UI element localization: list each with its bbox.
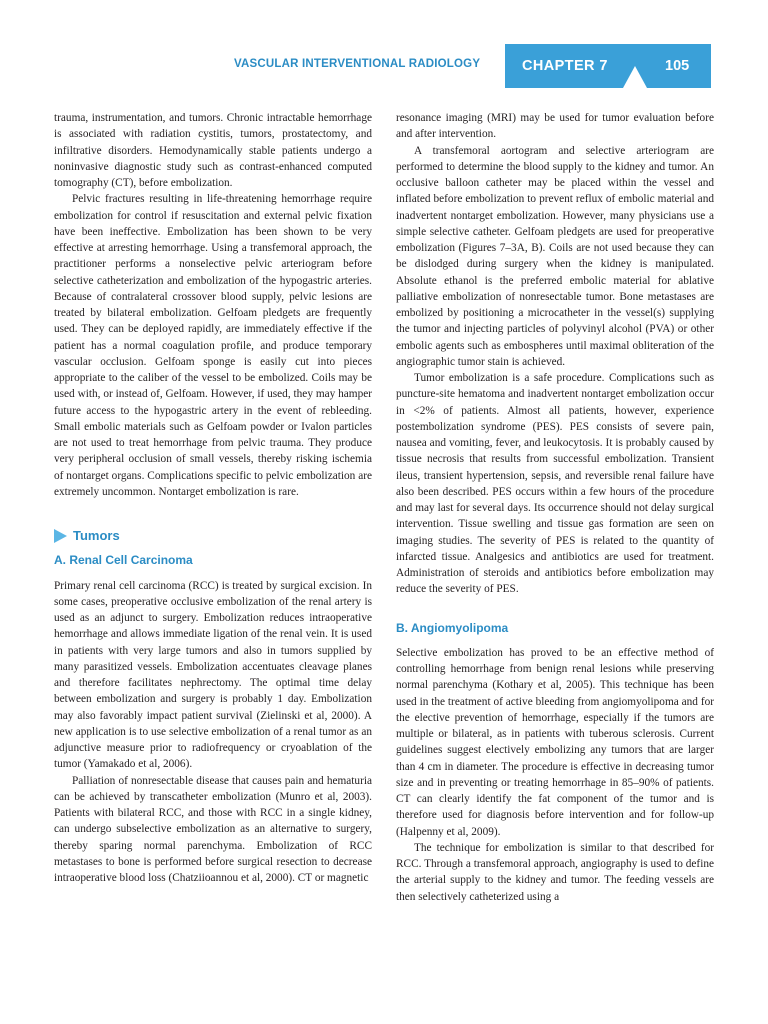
right-column: [396, 110, 714, 905]
section-title: Tumors: [73, 528, 120, 543]
paragraph: Tumor embolization is a safe procedure. Complications such as puncture-site hematoma and inadvertent nontarget embolization occur in <2% of patients. Almost all patients, however, experience postembolization syndrome (PES). PES consists of severe pain, nausea and vomiting, fever, and leukocytosis. It is probably caused by tissue necrosis that results from successful embolization. Transient ileus, transient hypertension, sepsis, and reversible renal failure have also been described. PES occurs within a few hours of the procedure and may last for several days. Its occurrence should not delay surgical intervention. Tissue swelling and tissue gas formation are seen on imaging studies. The severity of PES is related to the quantity of infarcted tissue. Analgesics and antibiotics are used for treatment. Administration of steroids and antibiotics before embolization may reduce the severity of PES.: [396, 372, 714, 596]
paragraph: Primary renal cell carcinoma (RCC) is treated by surgical excision. In some cases, preoperative occlusive embolization of the renal artery is used as an adjunct to surgery. Embolization reduces intraoperative hemorrhage and allows immediate ligation of the renal vein. It is used in patients with very large tumors and also in tumors supplied by many parasitized vessels. Embolization accentuates cleavage planes and therefore facilitates nephrectomy. The optimal time delay between embolization and surgery is probably 1 day. Embolization may also favorably impact patient survival (Zielinski et al, 2000). A new application is to use selective embolization of a renal tumor as an adjunctive measure prior to radiofrequency or cryoablation of the tumor (Yamakado et al, 2006).: [54, 579, 372, 771]
running-head: VASCULAR INTERVENTIONAL RADIOLOGY: [234, 58, 481, 70]
chapter-tab: [505, 44, 711, 88]
subsection-heading-b: B. Angiomyolipoma: [396, 620, 509, 635]
section-heading: [54, 528, 372, 544]
paragraph: Palliation of nonresectable disease that causes pain and hematuria can be achieved by transcatheter embolization (Munro et al, 2003). Patients with bilateral RCC, and those with RCC in a single kidney, can undergo subselective embolization as an alternative to surgery, thereby sparing normal parenchyma. Embolization of RCC metastases to bone is performed before surgical resection to decrease intraoperative blood loss (Chatziioannou et al, 2000). CT or magnetic: [54, 774, 372, 884]
left-column: [54, 110, 372, 886]
paragraph: Pelvic fractures resulting in life-threatening hemorrhage require embolization for control if resuscitation and external pelvic fixation have been ineffective. Embolization has been shown to be very effective at arresting hemorrhage. Using a transfemoral approach, the practitioner performs a nonselective pelvic arteriogram before selective catheterization and embolization of the hypogastric arteries. Because of contralateral crossover blood supply, pelvic lesions are treated by bilateral embolization. Gelfoam pledgets are frequently used. They can be deployed rapidly, are immediately effective if the patient has a normal coagulation profile, and produce temporary vascular occlusion. Gelfoam sponge is easily cut into pieces appropriate to the caliber of the vessel to be embolized. Coils may be used with, or instead of, Gelfoam. However, if used, they may hamper future access to the hypogastric artery in the event of rebleeding. Small embolic materials such as Gelfoam powder or Ivalon particles are not used to treat hemorrhage from pelvic trauma. They produce very peripheral occlusion of small vessels, thereby risking ischemia of nontarget organs. Complications specific to pelvic embolization are extremely uncommon. Nontarget embolization is rare.: [54, 193, 372, 498]
paragraph: trauma, instrumentation, and tumors. Chronic intractable hemorrhage is associated with radiation cystitis, tumors, prostatectomy, and infiltrative disorders. Hemodynamically stable patients undergo a noninvasive diagnostic study such as contrast-enhanced computed tomography (CT), before embolization.: [54, 112, 372, 189]
triangle-bullet-icon: [54, 529, 67, 543]
paragraph: Selective embolization has proved to be an effective method of controlling hemorrhage from benign renal lesions while preserving normal parenchyma (Kothary et al, 2005). This technique has been used in the treatment of active bleeding from angiomyolipoma and for the elective prevention of hemorrhage, especially if the tumors are multiple or bilateral, as in patients with tuberous sclerosis. Current guidelines suggest electively embolizing any tumors that are larger than 4 cm in diameter. The procedure is effective in decreasing tumor size and in preventing or treating hemorrhage in 85–90% of patients. CT can clearly identify the fat component of the tumor and is therefore used for diagnosis before intervention and for follow-up (Halpenny et al, 2009).: [396, 646, 714, 838]
chapter-label: CHAPTER 7: [522, 58, 608, 74]
paragraph: resonance imaging (MRI) may be used for tumor evaluation before and after intervention.: [396, 112, 714, 141]
notch-icon: [623, 66, 647, 88]
paragraph: A transfemoral aortogram and selective arteriogram are performed to determine the blood supply to the kidney and tumor. An occlusive balloon catheter may be placed within the vessel and inflated before embolization to prevent reflux of embolic material and inadvertent nontarget embolization. However, many physicians use a simple selective catheter. Gelfoam pledgets are used for preoperative embolization (Figures 7–3A, B). Coils are not used because they can be dislodged during surgery when the kidney is manipulated. Absolute ethanol is the preferred embolic material for ablative palliative embolization of nonresectable tumor. Bone metastases are embolized by positioning a microcatheter in the vessel(s) supplying the tumor and injecting particles of polyvinyl alcohol (PVA) or other embolic agents such as embospheres until maximal obliteration of the angiographic tumor stain is achieved.: [396, 144, 714, 368]
paragraph: The technique for embolization is similar to that described for RCC. Through a transfemoral approach, angiography is used to define the arterial supply to the kidney and tumor. The feeding vessels are then selectively catheterized using a: [396, 841, 714, 903]
page-number: 105: [665, 58, 690, 74]
subsection-heading-a: A. Renal Cell Carcinoma: [54, 553, 193, 568]
